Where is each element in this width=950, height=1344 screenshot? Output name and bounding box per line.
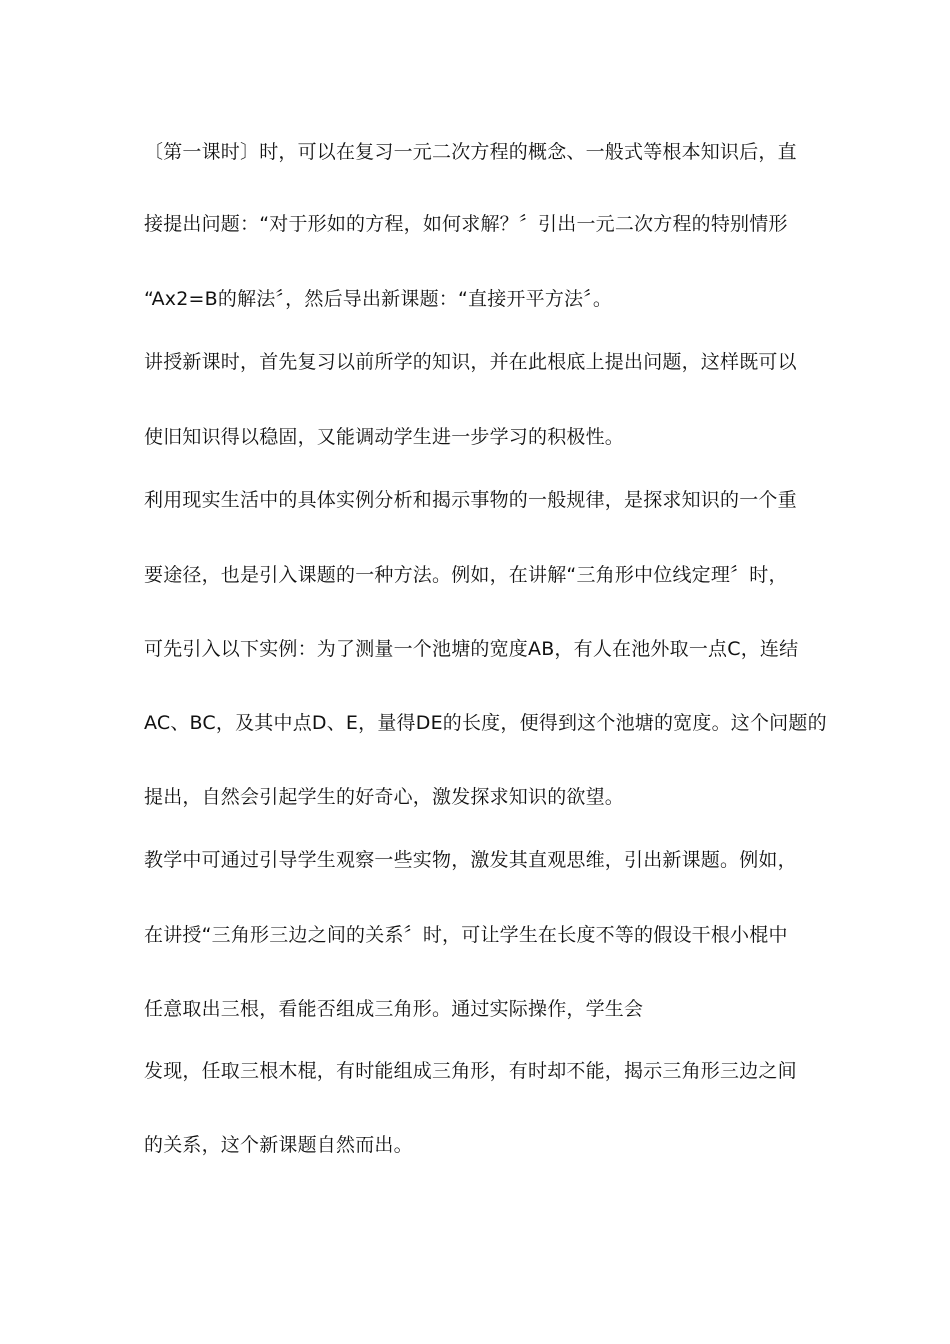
text-line: 在讲授“三角形三边之间的关系〞时，可让学生在长度不等的假设干根小棍中 [144,924,788,946]
text-line: 可先引入以下实例：为了测量一个池塘的宽度AB，有人在池外取一点C，连结 [144,638,799,660]
text-line: “Ax2=B的解法〞，然后导出新课题：“直接开平方法〞。 [144,288,613,310]
text-line: 接提出问题：“对于形如的方程，如何求解？〞引出一元二次方程的特别情形 [144,213,788,235]
text-line: 提出，自然会引起学生的好奇心，激发探求知识的欲望。 [144,786,625,808]
text-line: 要途径，也是引入课题的一种方法。例如，在讲解“三角形中位线定理〞时， [144,564,788,586]
text-line: 讲授新课时，首先复习以前所学的知识，并在此根底上提出问题，这样既可以 [144,351,797,373]
text-line: 使旧知识得以稳固，又能调动学生进一步学习的积极性。 [144,426,625,448]
text-line: 〔第一课时〕时，可以在复习一元二次方程的概念、一般式等根本知识后，直 [144,141,797,163]
text-line: 的关系，这个新课题自然而出。 [144,1134,413,1156]
text-line: 任意取出三根，看能否组成三角形。通过实际操作，学生会 [144,998,644,1020]
text-line: 教学中可通过引导学生观察一些实物，激发其直观思维，引出新课题。例如， [144,849,797,871]
text-line: AC、BC，及其中点D、E，量得DE的长度，便得到这个池塘的宽度。这个问题的 [144,712,827,734]
text-line: 利用现实生活中的具体实例分析和揭示事物的一般规律，是探求知识的一个重 [144,489,797,511]
text-line: 发现，任取三根木棍，有时能组成三角形，有时却不能，揭示三角形三边之间 [144,1060,797,1082]
